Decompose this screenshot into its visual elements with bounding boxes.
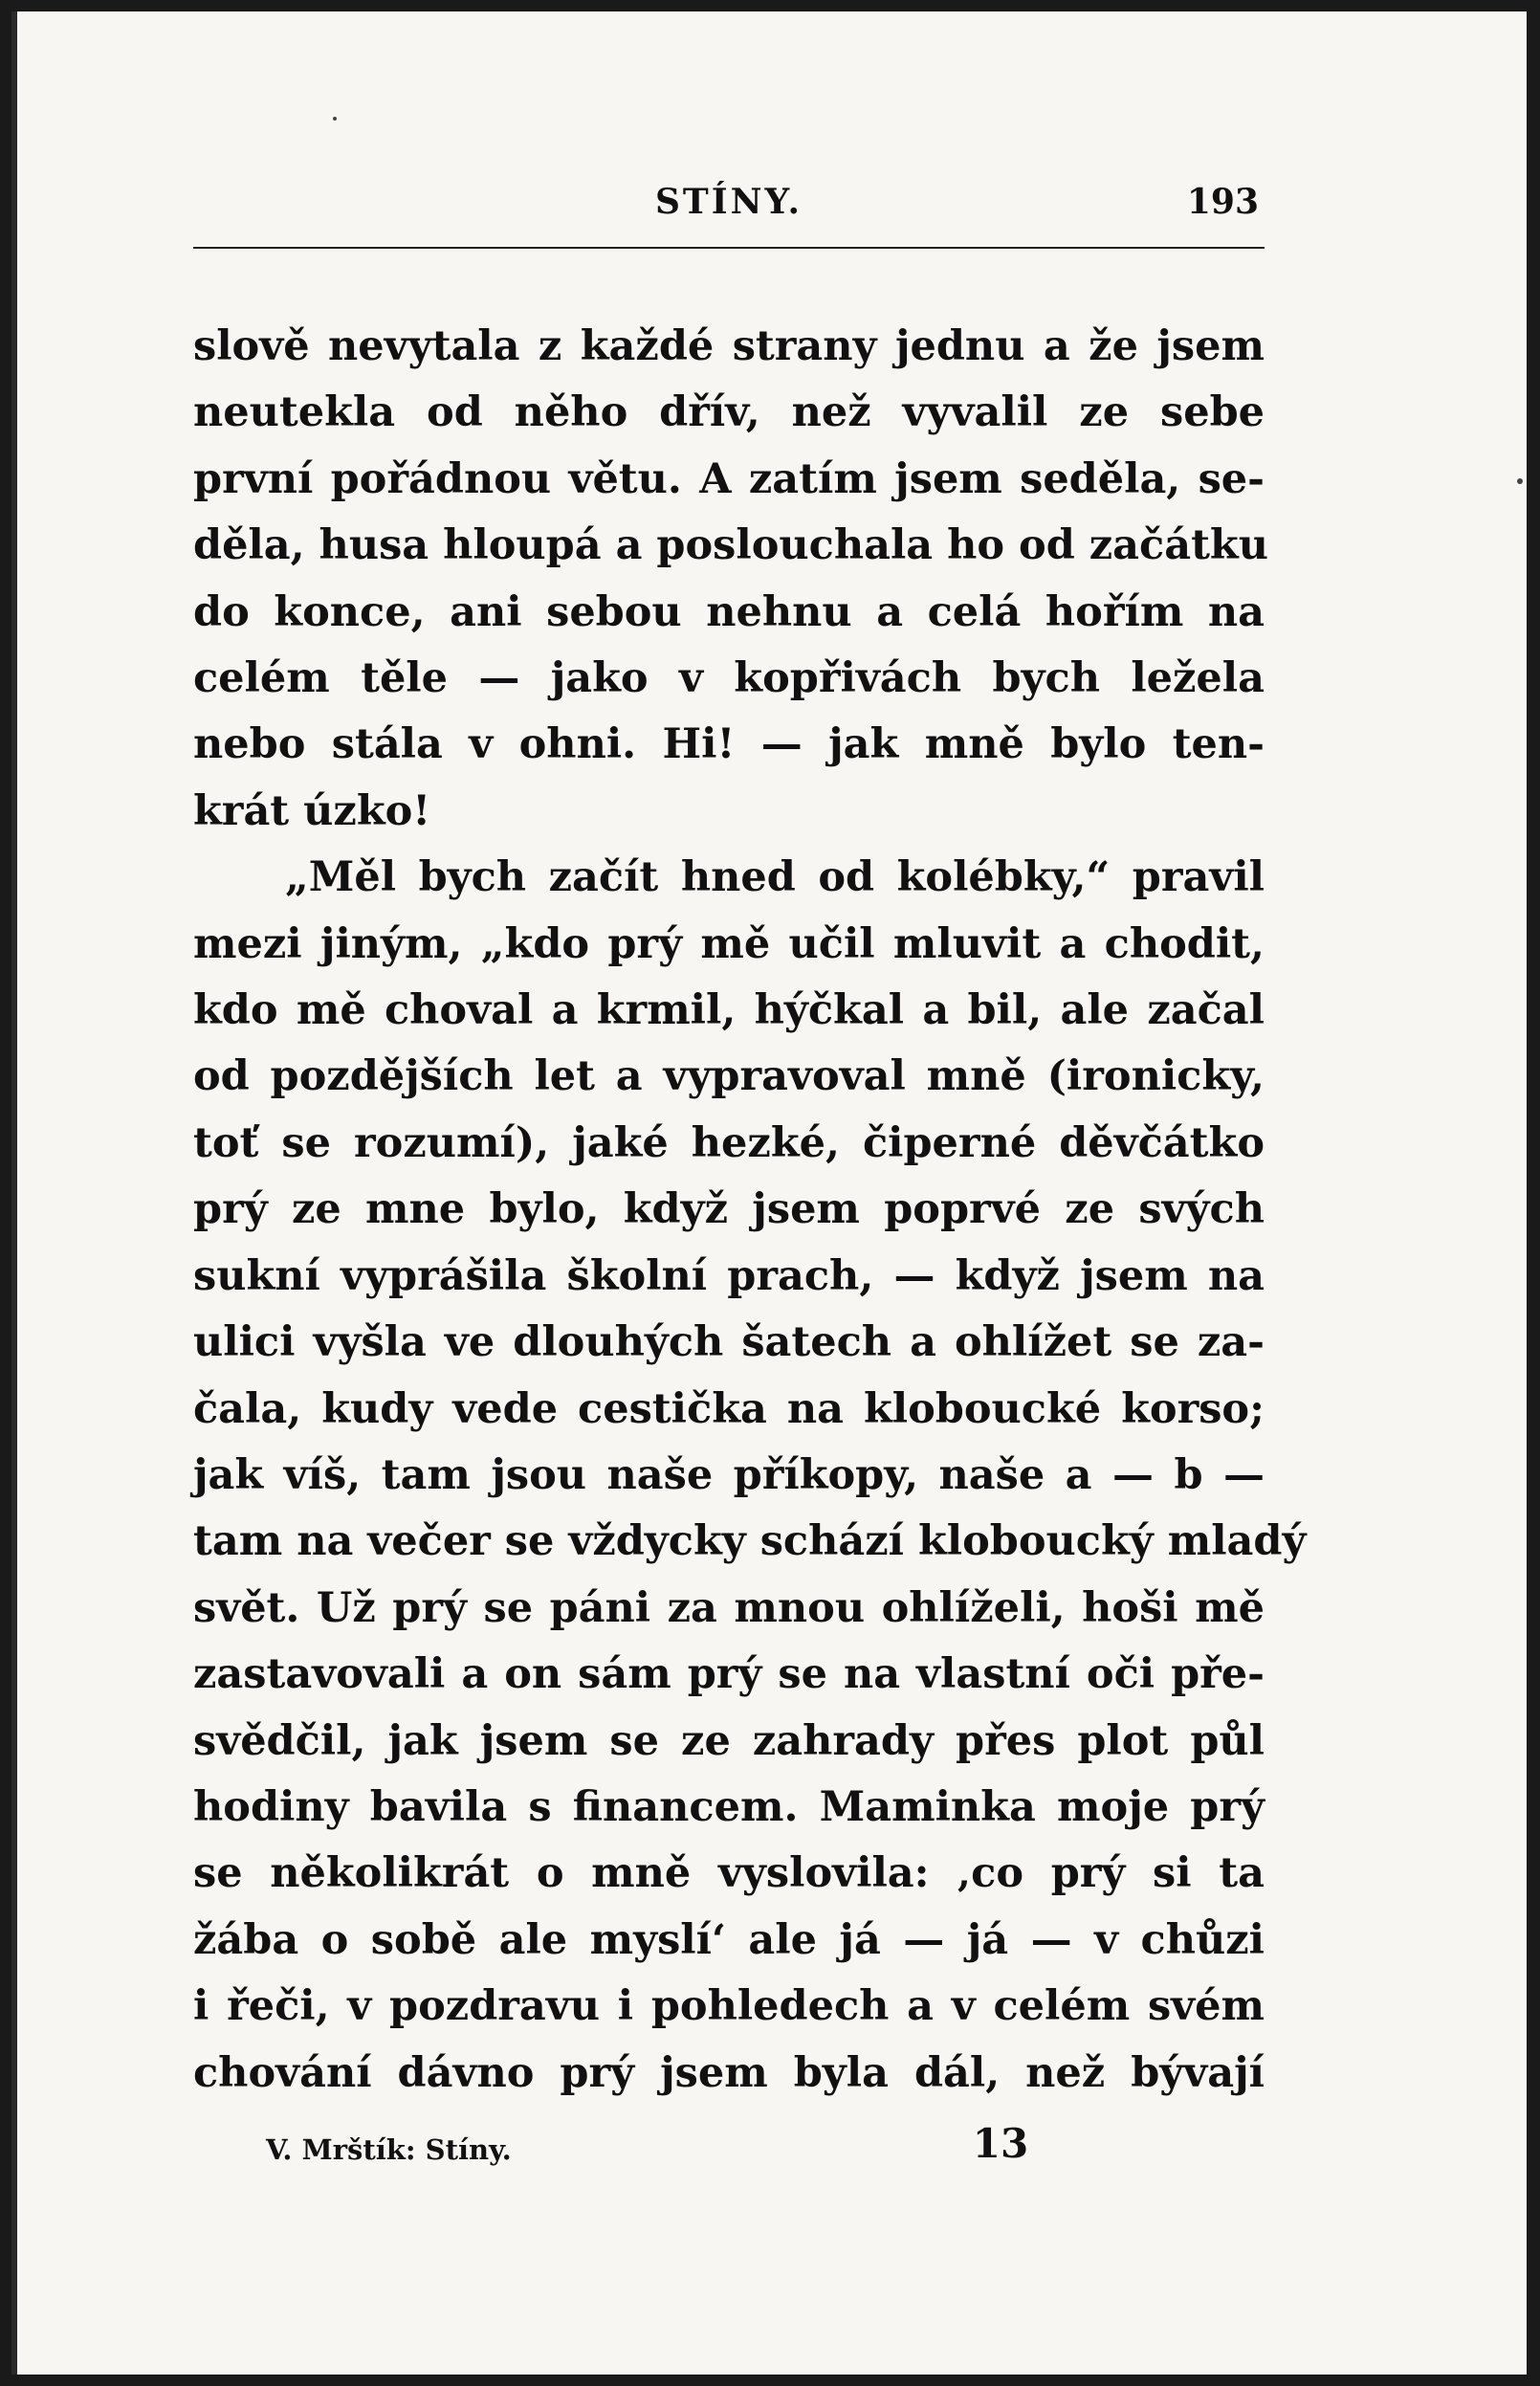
text-line: první pořádnou větu. A zatím jsem seděla, se- <box>193 454 1265 503</box>
body-text <box>193 314 1307 2107</box>
text-line: žába o sobě ale myslí‘ ale já — já — v chůzi <box>193 1915 1265 1964</box>
text-line: do konce, ani sebou nehnu a celá hořím na <box>193 587 1265 636</box>
text-line: celém těle — jako v kopřivách bych ležela <box>193 654 1265 703</box>
text-line: svět. Už prý se páni za mnou ohlíželi, hoši mě <box>193 1583 1265 1632</box>
text-line: prý ze mne bylo, když jsem poprvé ze svých <box>193 1185 1265 1234</box>
text-line: nebo stála v ohni. Hi! — jak mně bylo ten- <box>193 720 1265 769</box>
page-number: 193 <box>1186 182 1259 222</box>
text-line: tam na večer se vždycky schází kloboucký mladý <box>193 1517 1307 1566</box>
running-head: STÍNY. <box>654 182 803 222</box>
text-line: slově nevytala z každé strany jednu a že jsem <box>193 322 1265 370</box>
book-page <box>11 11 1529 2375</box>
text-line: svědčil, jak jsem se ze zahrady přes plot půl <box>193 1716 1265 1765</box>
text-line: „Měl bych začít hned od kolébky,“ pravil <box>285 853 1265 902</box>
text-line: neutekla od něho dřív, než vyvalil ze sebe <box>193 388 1265 437</box>
text-line: ulici vyšla ve dlouhých šatech a ohlížet se za- <box>193 1318 1265 1367</box>
text-line: jak víš, tam jsou naše příkopy, naše a — b — <box>193 1450 1265 1499</box>
scan-speck <box>1517 478 1523 484</box>
header-rule <box>193 247 1265 249</box>
text-line: se několikrát o mně vyslovila: ‚co prý si ta <box>193 1849 1265 1898</box>
page-footer <box>193 2120 1265 2177</box>
sheet-number: 13 <box>972 2120 1029 2167</box>
text-line: čala, kudy vede cestička na kloboucké korso; <box>193 1384 1265 1433</box>
text-line: sukní vyprášila školní prach, — když jsem na <box>193 1251 1265 1300</box>
text-line: mezi jiným, „kdo prý mě učil mluvit a chodit, <box>193 919 1265 968</box>
text-line: krát úzko! <box>193 786 431 835</box>
signature-mark: V. Mrštík: Stíny. <box>266 2133 512 2166</box>
text-line: děla, husa hloupá a poslouchala ho od začátku <box>193 521 1268 570</box>
text-line: hodiny bavila s financem. Maminka moje prý <box>193 1782 1265 1831</box>
scan-speck <box>333 117 337 121</box>
text-line: od pozdějších let a vypravoval mně (ironicky, <box>193 1052 1265 1101</box>
text-line: toť se rozumí), jaké hezké, čiperné děvčátko <box>193 1118 1265 1167</box>
text-line: chování dávno prý jsem byla dál, než bývají <box>193 2048 1265 2097</box>
text-line: kdo mě choval a krmil, hýčkal a bil, ale začal <box>193 986 1265 1035</box>
page-header <box>193 182 1265 235</box>
text-line: zastavovali a on sám prý se na vlastní oči pře- <box>193 1650 1265 1699</box>
text-line: i řeči, v pozdravu i pohledech a v celém svém <box>193 1982 1265 2031</box>
scan-border <box>1527 0 1540 2386</box>
